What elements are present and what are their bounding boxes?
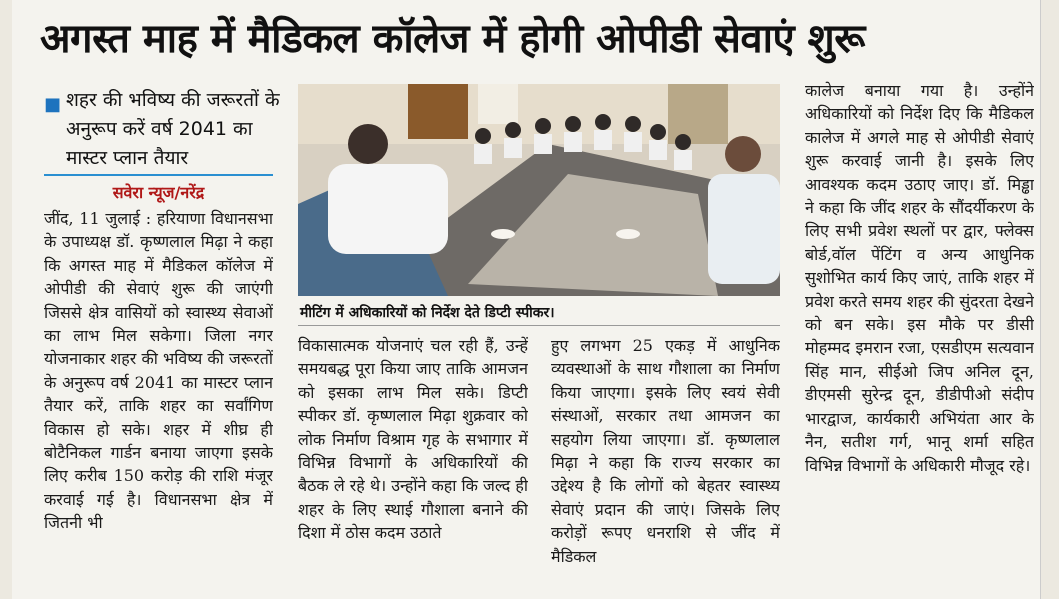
subheadline-rule xyxy=(44,174,273,176)
adjacent-page-edge-left xyxy=(0,0,12,599)
photo-caption: मीटिंग में अधिकारियों को निर्देश देते डिप्टी स्पीकर। xyxy=(298,300,780,326)
headline: अगस्त माह में मैडिकल कॉलेज में होगी ओपीडी सेवाएं शुरू xyxy=(40,16,865,62)
article-column-1: जींद, 11 जुलाई : हरियाणा विधानसभा के उपाध्यक्ष डॉ. कृष्णलाल मिढ़ा ने कहा कि अगस्त माह में मैडिकल कॉलेज में ओपीडी की सेवाएं शुरू की जाएंगी जिससे क्षेत्र वासियों को स्वास्थ्य सेवाओं का लाभ मिल सकेगा। जिला नगर योजनाकार शहर की भविष्य की जरूरतों के अनुरूप वर्ष 2041 का मास्टर प्लान तैयार करें, ताकि शहर का सर्वांगिण विकास हो सके। शहर में शीघ्र ही बोटैनिकल गार्डन बनाया जाएगा इसके लिए करीब 150 करोड़ की राशि मंजूर करवाई गई है। विधानसभा क्षेत्र में जितनी भी xyxy=(44,209,273,533)
meeting-photo xyxy=(298,84,780,296)
article-column-3: हुए लगभग 25 एकड़ में आधुनिक व्यवस्थाओं के साथ गौशाला का निर्माण किया जाएगा। इसके लिए स्वयं सेवी संस्थाओं, सरकार तथा आमजन का सहयोग लिया जाएगा। डॉ. कृष्णलाल मिढ़ा ने कहा कि राज्य सरकार का उद्देश्य है कि लोगों को बेहतर स्वास्थ्य सेवाएं प्रदान की जाएं। जिसके लिए करोड़ों रूपए धनराशि से जींद में मैडिकल xyxy=(551,336,780,566)
meeting-photo-illustration xyxy=(298,84,780,296)
article-column-2: विकासात्मक योजनाएं चल रही हैं, उन्हें समयबद्ध पूरा किया जाए ताकि आमजन को इसका लाभ मिल सके। डिप्टी स्पीकर डॉ. कृष्णलाल मिढ़ा शुक्रवार को लोक निर्माण विश्राम गृह के सभागार में विभिन्न विभागों के अधिकारियों की बैठक ले रहे थे। उन्होंने कहा कि जल्द ही शहर के लिए स्थाई गौशाला बनाने की दिशा में ठोस कदम उठाते xyxy=(298,336,528,543)
adjacent-page-edge-right xyxy=(1040,0,1059,599)
byline: सवेरा न्यूज/नरेंद्र xyxy=(112,183,205,202)
subheadline: शहर की भविष्य की जरूरतों के अनुरूप करें वर्ष 2041 का मास्टर प्लान तैयार xyxy=(66,89,280,169)
square-bullet-icon: ■ xyxy=(44,94,62,115)
article-column-4: कालेज बनाया गया है। उन्होंने अधिकारियों को निर्देश दिए कि मैडिकल कालेज में अगले माह से ओपीडी सेवाएं शुरू करवाई जानी है। इसके लिए आवश्यक कदम उठाए जाए। डॉ. मिड्ढा ने कहा कि जींद शहर के सौंदर्यीकरण के लिए सभी प्रवेश स्थलों पर द्वार, फ्लेक्स बोर्ड,वॉल पेंटिंग व अन्य आधुनिक सुशोभित कार्य किए जाएं, ताकि शहर में प्रवेश करते समय शहर की सुंदरता देखने को बन सके। इस मौके पर डीसी मोहम्मद इमरान रजा, एसडीएम सत्यवान सिंह मान, सीईओ जिप अनिल दून, डीएमसी सुरेन्द्र दून, डीडीपीओ संदीप भारद्वाज, कार्यकारी अभियंता आर के नैन, सतीश गर्ग, भानू शर्मा सहित विभिन्न विभागों के अधिकारी मौजूद रहे। xyxy=(805,81,1034,475)
subheadline-block xyxy=(44,86,282,173)
